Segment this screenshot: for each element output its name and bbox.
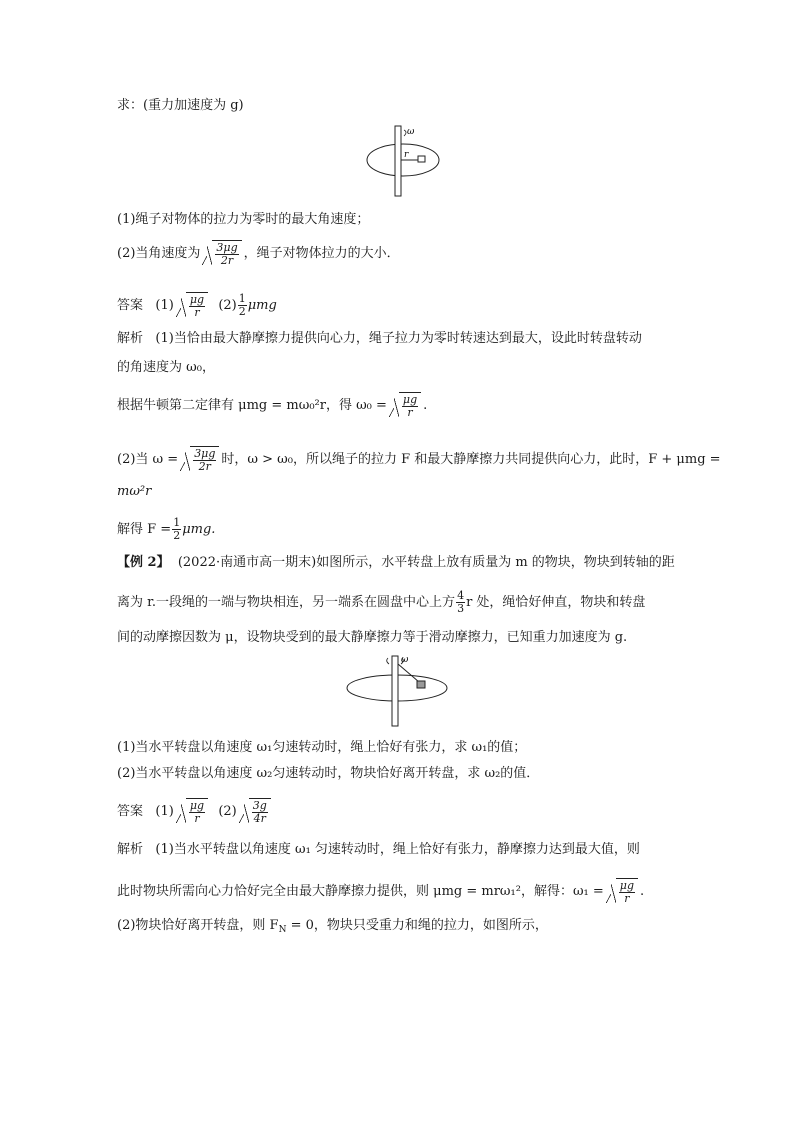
example-2-line3: 间的动摩擦因数为 μ，设物块受到的最大静摩擦力等于滑动摩擦力，已知重力加速度为 g. [117,630,628,645]
question-2: (2)当角速度为 $\frac{3\mu g}{2r}$ ，绳子对物体拉力的大小． [117,241,400,267]
question-1: (1)绳子对物体的拉力为零时的最大角速度； [117,212,370,227]
omega-label: ω [407,127,415,137]
figure-turntable-2 [345,652,455,730]
figure-turntable-1 [360,122,460,200]
question-3: (1)当水平转盘以角速度 ω₁匀速转动时，绳上恰好有张力，求 ω₁的值； [117,740,527,755]
question-4: (2)当水平转盘以角速度 ω₂匀速转动时，物块恰好离开转盘，求 ω₂的值． [117,766,540,781]
r-label: r [404,150,409,160]
answer-2: 答案 (1) $\frac{\mu g}{r}$ (2) $\frac{3g}{4r}$ [117,798,273,825]
omega-label-2: ω [401,655,409,665]
answer-1: 答案 (1) $\frac{\mu g}{r}$ (2) $\frac{1}{2}$ μmg [117,292,277,319]
analysis-1-line4: (2)当 ω = $\frac{3\mu g}{2r}$ 时，ω > ω₀，所以绳子的拉力 F 和最大静摩擦力共同提供向心力，此时，F + μmg = [117,447,721,473]
problem-ask: 求：(重力加速度为 g) [117,98,244,113]
analysis-2-line2: 此时物块所需向心力恰好完全由最大静摩擦力提供，则 μmg = mrω₁²，解得：ω₁ = $\frac{\mu g}{r}$ . [117,879,645,905]
analysis-1-line6: 解得 F = $\frac{1}{2}$ μmg. [117,516,216,542]
analysis-2-line1: 解析 (1)当水平转盘以角速度 ω₁ 匀速转动时，绳上恰好有张力，静摩擦力达到最大值，则 [117,842,640,857]
analysis-1-line1: 解析 (1)当恰由最大静摩擦力提供向心力，绳子拉力为零时转速达到最大，设此时转盘转动 [117,331,642,346]
example-2-line1: 【例 2】 (2022·南通市高一期末)如图所示，水平转盘上放有质量为 m 的物块，物块到转轴的距 [117,555,675,570]
analysis-1-line3: 根据牛顿第二定律有 μmg = mω₀²r，得 ω₀ = $\frac{\mu g}{r}$ . [117,393,428,419]
analysis-1-line5: mω²r [117,484,152,499]
example-2-line2: 离为 r.一段绳的一端与物块相连，另一端系在圆盘中心上方 $\frac{4}{3}$ r 处，绳恰好伸直，物块和转盘 [117,589,646,615]
analysis-1-line2: 的角速度为 ω₀， [117,360,215,375]
analysis-2-line3: (2)物块恰好离开转盘，则 $F_N = 0$，物块只受重力和绳的拉力，如图所示， [117,918,548,935]
